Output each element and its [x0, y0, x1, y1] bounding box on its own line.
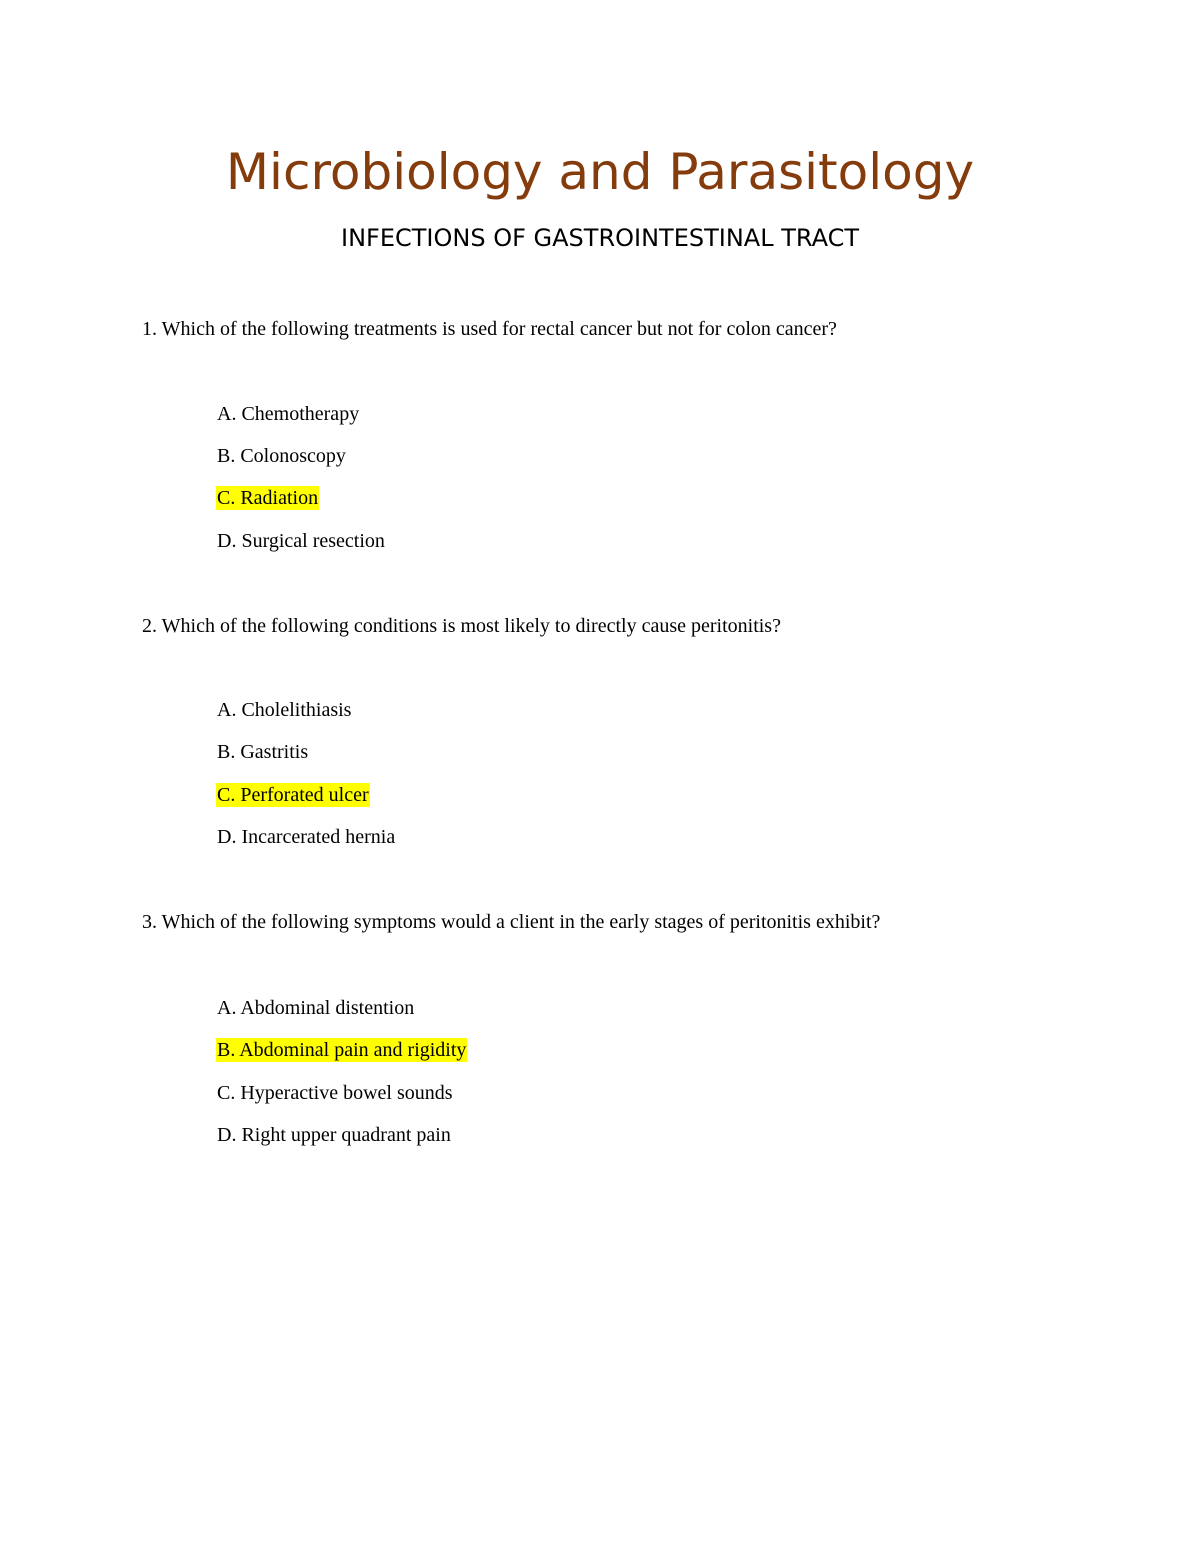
question-2: 2. Which of the following conditions is most likely to directly cause peritonitis? — [142, 615, 781, 637]
question-1-option-d — [216, 528, 386, 554]
highlighted-answer: C. Perforated ulcer — [217, 784, 369, 806]
option-text: C. Hyperactive bowel sounds — [217, 1082, 453, 1104]
highlighted-answer: C. Radiation — [217, 487, 319, 509]
highlighted-answer: B. Abdominal pain and rigidity — [217, 1039, 467, 1061]
option-text: A. Cholelithiasis — [217, 699, 352, 721]
option-text: B. Gastritis — [217, 741, 309, 763]
option-text: A. Abdominal distention — [217, 997, 415, 1019]
question-1-option-a — [216, 401, 360, 427]
question-2-option-b — [216, 739, 309, 765]
question-3-option-c — [216, 1080, 454, 1106]
question-3-option-b — [216, 1037, 467, 1063]
option-text: A. Chemotherapy — [217, 403, 360, 425]
question-2-option-d — [216, 824, 396, 850]
question-1: 1. Which of the following treatments is used for rectal cancer but not for colon cancer? — [142, 318, 837, 340]
option-text: B. Colonoscopy — [217, 445, 346, 467]
document-title: Microbiology and Parasitology — [225, 143, 975, 201]
question-2-option-c — [216, 782, 370, 808]
question-2-option-a — [216, 697, 352, 723]
option-text: D. Right upper quadrant pain — [217, 1124, 451, 1146]
question-1-option-c — [216, 485, 319, 511]
question-3-option-a — [216, 995, 415, 1021]
question-3-option-d — [216, 1122, 452, 1148]
option-text: D. Incarcerated hernia — [217, 826, 396, 848]
option-text: D. Surgical resection — [217, 530, 385, 552]
question-1-option-b — [216, 443, 347, 469]
document-subtitle: INFECTIONS OF GASTROINTESTINAL TRACT — [341, 224, 859, 252]
question-3: 3. Which of the following symptoms would a client in the early stages of peritonitis exhibit? — [142, 911, 881, 933]
